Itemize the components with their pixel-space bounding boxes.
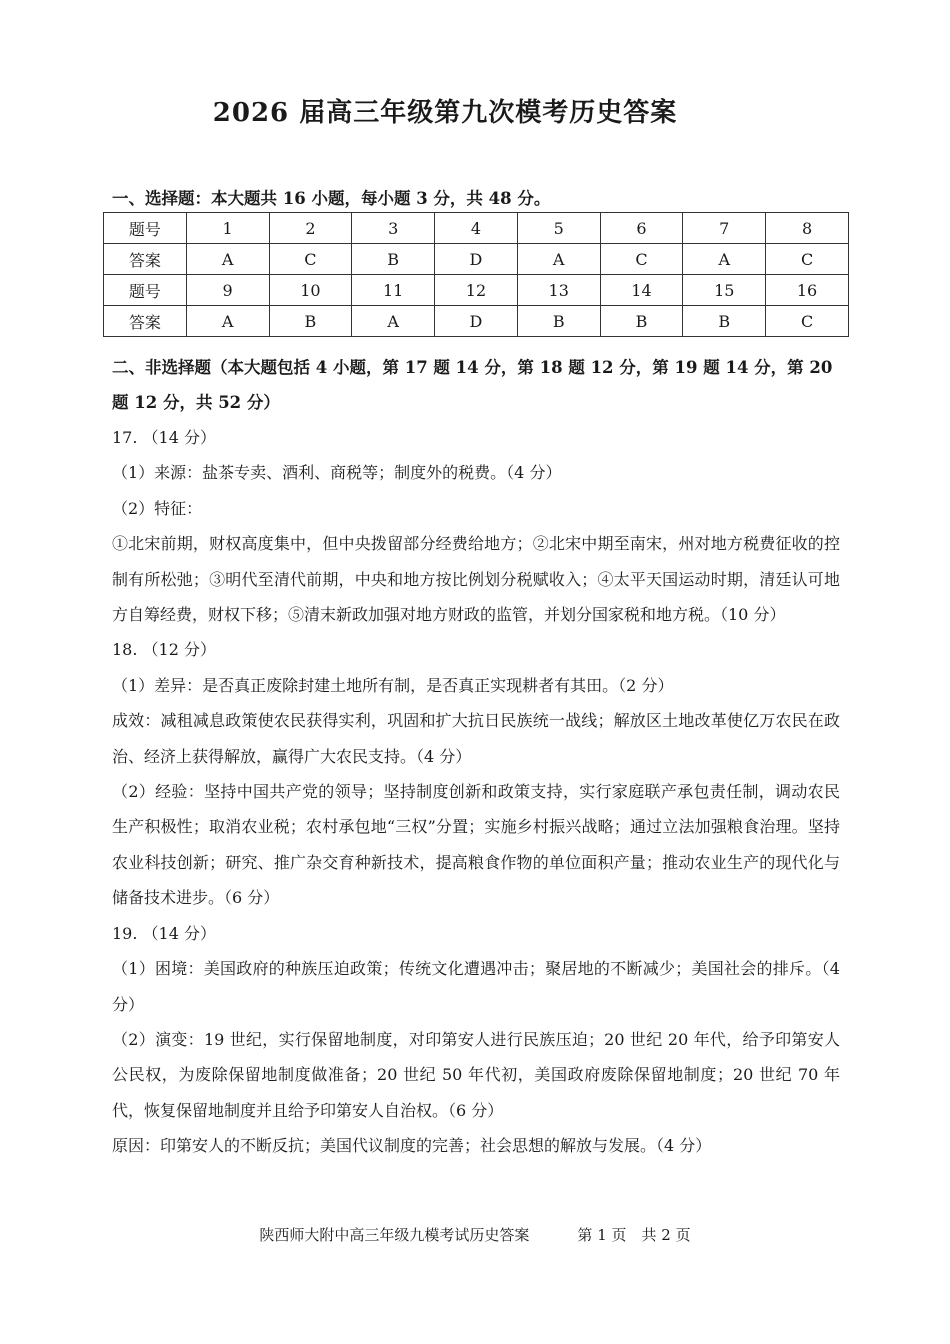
page-title: 2026 届高三年级第九次模考历史答案 [212,98,678,128]
answer-table-cell: 14 [600,275,683,306]
section2-heading-line2: 题 12 分，共 52 分） [112,393,280,412]
answer-table-cell: 1 [186,213,269,244]
q17-part1: （1）来源：盐茶专卖、酒利、商税等；制度外的税费。（4 分） [112,463,562,483]
answer-table-cell: 4 [435,213,518,244]
answer-table-cell: A [517,244,600,275]
q18-effect: 成效：减租减息政策使农民获得实利，巩固和扩大抗日民族统一战线；解放区土地改革使亿万农民在政治、经济上获得解放，赢得广大农民支持。（4 分） [112,711,840,766]
answer-table-row [104,275,849,306]
answer-table-cell: 15 [683,275,766,306]
answer-table-cell: B [683,306,766,337]
answer-table-cell: D [435,306,518,337]
q17-part2-label: （2）特征： [112,498,203,518]
footer-page-number: 第 1 页 共 2 页 [577,1226,691,1244]
answer-table-cell: A [352,306,435,337]
footer-school: 陕西师大附中高三年级九模考试历史答案 [259,1226,530,1244]
answer-table-cell: 3 [352,213,435,244]
answer-table-cell: C [766,244,849,275]
q18-part2: （2）经验：坚持中国共产党的领导；坚持制度创新和政策支持，实行家庭联产承包责任制，调动农民生产积极性；取消农业税；农村承包地“三权”分置；实施乡村振兴战略；通过立法加强粮食治理。坚持农业科技创新；研究、推广杂交育种新技术，提高粮食作物的单位面积产量；推动农业生产的现代化与储备技术进步。（6 分） [112,782,840,908]
q17-header: 17. （14 分） [112,428,216,447]
answer-table-cell: B [269,306,352,337]
answer-table-cell: 6 [600,213,683,244]
answer-table-cell: 11 [352,275,435,306]
section2-heading-line1: 二、非选择题（本大题包括 4 小题，第 17 题 14 分，第 18 题 12 分，第 19 题 14 分，第 20 [112,358,833,377]
answer-table-row-label: 答案 [104,244,187,275]
answer-table-cell: 9 [186,275,269,306]
answer-table-cell: C [766,306,849,337]
answer-table-cell: A [186,244,269,275]
q17-part2-content: ①北宋前期，财权高度集中，但中央拨留部分经费给地方；②北宋中期至南宋，州对地方税费征收的控制有所松弛；③明代至清代前期，中央和地方按比例划分税赋收入；④太平天国运动时期，清廷认可地方自筹经费，财权下移；⑤清末新政加强对地方财政的监管，并划分国家税和地方税。（10 分） [112,534,840,625]
q18-part1: （1）差异：是否真正废除封建土地所有制，是否真正实现耕者有其田。（2 分） [112,675,674,695]
q18-header: 18. （12 分） [112,640,216,660]
q19-part1: （1）困境：美国政府的种族压迫政策；传统文化遭遇冲击；聚居地的不断减少；美国社会的排斥。（4 分） [112,959,840,1014]
section2-heading [112,350,852,420]
answer-table-cell: B [600,306,683,337]
answer-table-cell: B [517,306,600,337]
page-footer [0,1224,950,1245]
answer-table-cell: C [269,244,352,275]
answer-table-cell: A [683,244,766,275]
answer-table-row [104,306,849,337]
answer-table-cell: 16 [766,275,849,306]
answer-body [112,420,840,1164]
answer-table-row-label: 答案 [104,306,187,337]
answer-table-cell: A [186,306,269,337]
answer-table-cell: 12 [435,275,518,306]
answer-table-cell: C [600,244,683,275]
answer-table [103,212,849,337]
answer-table-cell: B [352,244,435,275]
section1-heading: 一、选择题：本大题共 16 小题，每小题 3 分，共 48 分。 [112,189,551,208]
answer-table-cell: 10 [269,275,352,306]
q19-reason: 原因：印第安人的不断反抗；美国代议制度的完善；社会思想的解放与发展。（4 分） [112,1136,712,1156]
answer-table-row-label: 题号 [104,213,187,244]
answer-table-cell: 2 [269,213,352,244]
answer-table-cell: D [435,244,518,275]
answer-table-cell: 8 [766,213,849,244]
q19-header: 19. （14 分） [112,923,216,943]
answer-table-cell: 5 [517,213,600,244]
answer-table-row [104,213,849,244]
answer-table-row-label: 题号 [104,275,187,306]
answer-table-cell: 7 [683,213,766,244]
answer-table-cell: 13 [517,275,600,306]
q19-part2: （2）演变：19 世纪，实行保留地制度，对印第安人进行民族压迫；20 世纪 20 年代，给予印第安人公民权，为废除保留地制度做准备；20 世纪 50 年代初，美国政府废除保留地制度；20 世纪 70 年代，恢复保留地制度并且给予印第安人自治权。（6 分） [112,1029,840,1120]
answer-table-row [104,244,849,275]
